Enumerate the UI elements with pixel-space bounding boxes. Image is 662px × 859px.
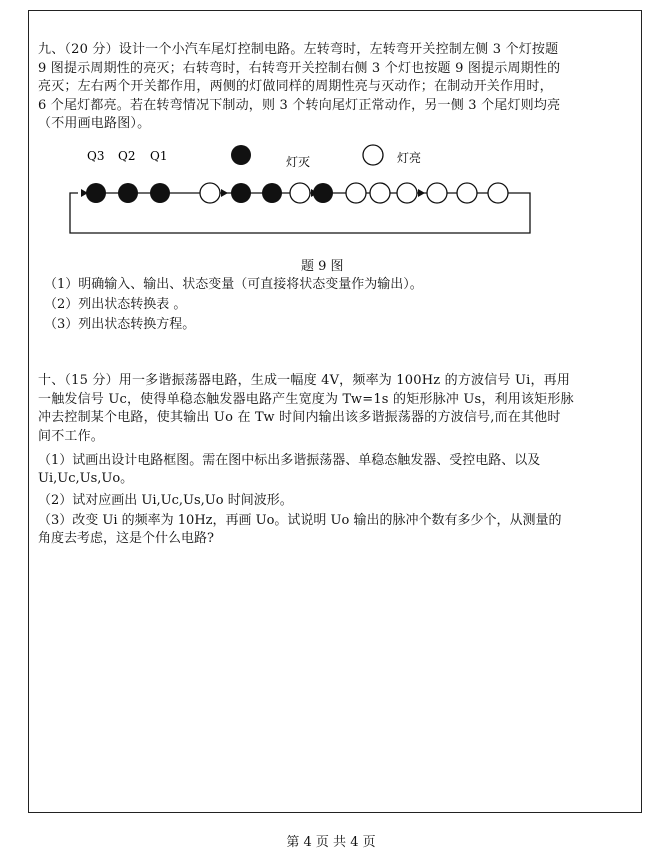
legend-on-label: 灯亮	[397, 151, 422, 165]
legend-off-label: 灯灭	[286, 155, 311, 169]
q2-label: Q2	[118, 149, 136, 163]
state-4	[346, 183, 417, 203]
q10-sub-2: （2）试对应画出 Ui,Uc,Us,Uo 时间波形。	[38, 493, 293, 508]
lamp-off-icon	[150, 183, 170, 203]
figure-caption: 题 9 图	[301, 259, 344, 274]
text-line: 冲去控制某个电路，使其输出 Uo 在 Tw 时间内输出该多谐振荡器的方波信号,而在其他时	[38, 410, 561, 426]
text-line: 间不工作。	[38, 428, 105, 444]
lamp-on-icon	[397, 183, 417, 203]
text-line: （3）改变 Ui 的频率为 10Hz，再画 Uo。试说明 Uo 输出的脉冲个数有多少个，从测量的	[38, 513, 562, 528]
text-line: （不用画电路图）。	[38, 116, 151, 132]
tail-light-sequence-diagram	[60, 140, 540, 248]
lamp-off-icon	[231, 183, 251, 203]
text-line: Ui,Uc,Us,Uo。	[38, 471, 134, 486]
page-footer: 第 4 页 共 4 页	[286, 835, 376, 850]
text-line: 亮灭；左右两个开关都作用，两侧的灯做同样的周期性亮与灭动作；在制动开关作用时，	[38, 79, 553, 95]
lamp-off-icon	[118, 183, 138, 203]
state-5	[427, 183, 508, 203]
lamp-on-icon	[370, 183, 390, 203]
legend-on-icon	[363, 145, 383, 165]
q9-sub-3: （3）列出状态转换方程。	[44, 317, 196, 332]
lamp-on-icon	[290, 183, 310, 203]
text-line: 九、（20 分）设计一个小汽车尾灯控制电路。左转弯时，左转弯开关控制左侧 3 个灯按题	[38, 42, 559, 57]
lamp-on-icon	[488, 183, 508, 203]
legend-off-icon	[231, 145, 251, 165]
arrow-icon	[418, 189, 425, 197]
text-line: （1）试画出设计电路框图。需在图中标出多谐振荡器、单稳态触发器、受控电路、以及	[38, 453, 541, 468]
question-10-text	[38, 372, 634, 446]
state-2	[200, 183, 282, 203]
q10-sub-1	[38, 452, 540, 488]
text-line: 9 图提示周期性的亮灭；右转弯时，右转弯开关控制右侧 3 个灯也按题 9 图提示周期性的	[38, 60, 561, 76]
q3-label: Q3	[87, 149, 105, 163]
text-line: 十、（15 分）用一多谐振荡器电路，生成一幅度 4V，频率为 100Hz 的方波信号 Ui，再用	[38, 373, 571, 388]
lamp-on-icon	[457, 183, 477, 203]
arrow-icon	[221, 189, 228, 197]
lamp-off-icon	[313, 183, 333, 203]
lamp-on-icon	[427, 183, 447, 203]
q9-sub-1: （1）明确输入、输出、状态变量（可直接将状态变量作为输出）。	[44, 277, 423, 292]
lamp-on-icon	[200, 183, 220, 203]
q10-sub-3	[38, 512, 561, 548]
text-line: 一触发信号 Uc，使得单稳态触发器电路产生宽度为 Tw=1s 的矩形脉冲 Us，利用该矩形脉	[38, 391, 574, 407]
q1-label: Q1	[150, 149, 168, 163]
q9-sub-2: （2）列出状态转换表 。	[44, 297, 187, 312]
text-line: 角度去考虑，这是个什么电路?	[38, 531, 214, 546]
lamp-on-icon	[346, 183, 366, 203]
lamp-off-icon	[262, 183, 282, 203]
state-1	[86, 183, 170, 203]
lamp-off-icon	[86, 183, 106, 203]
text-line: 6 个尾灯都亮。若在转弯情况下制动，则 3 个转向尾灯正常动作，另一侧 3 个尾灯则均亮	[38, 97, 561, 113]
question-9-text	[38, 41, 634, 134]
